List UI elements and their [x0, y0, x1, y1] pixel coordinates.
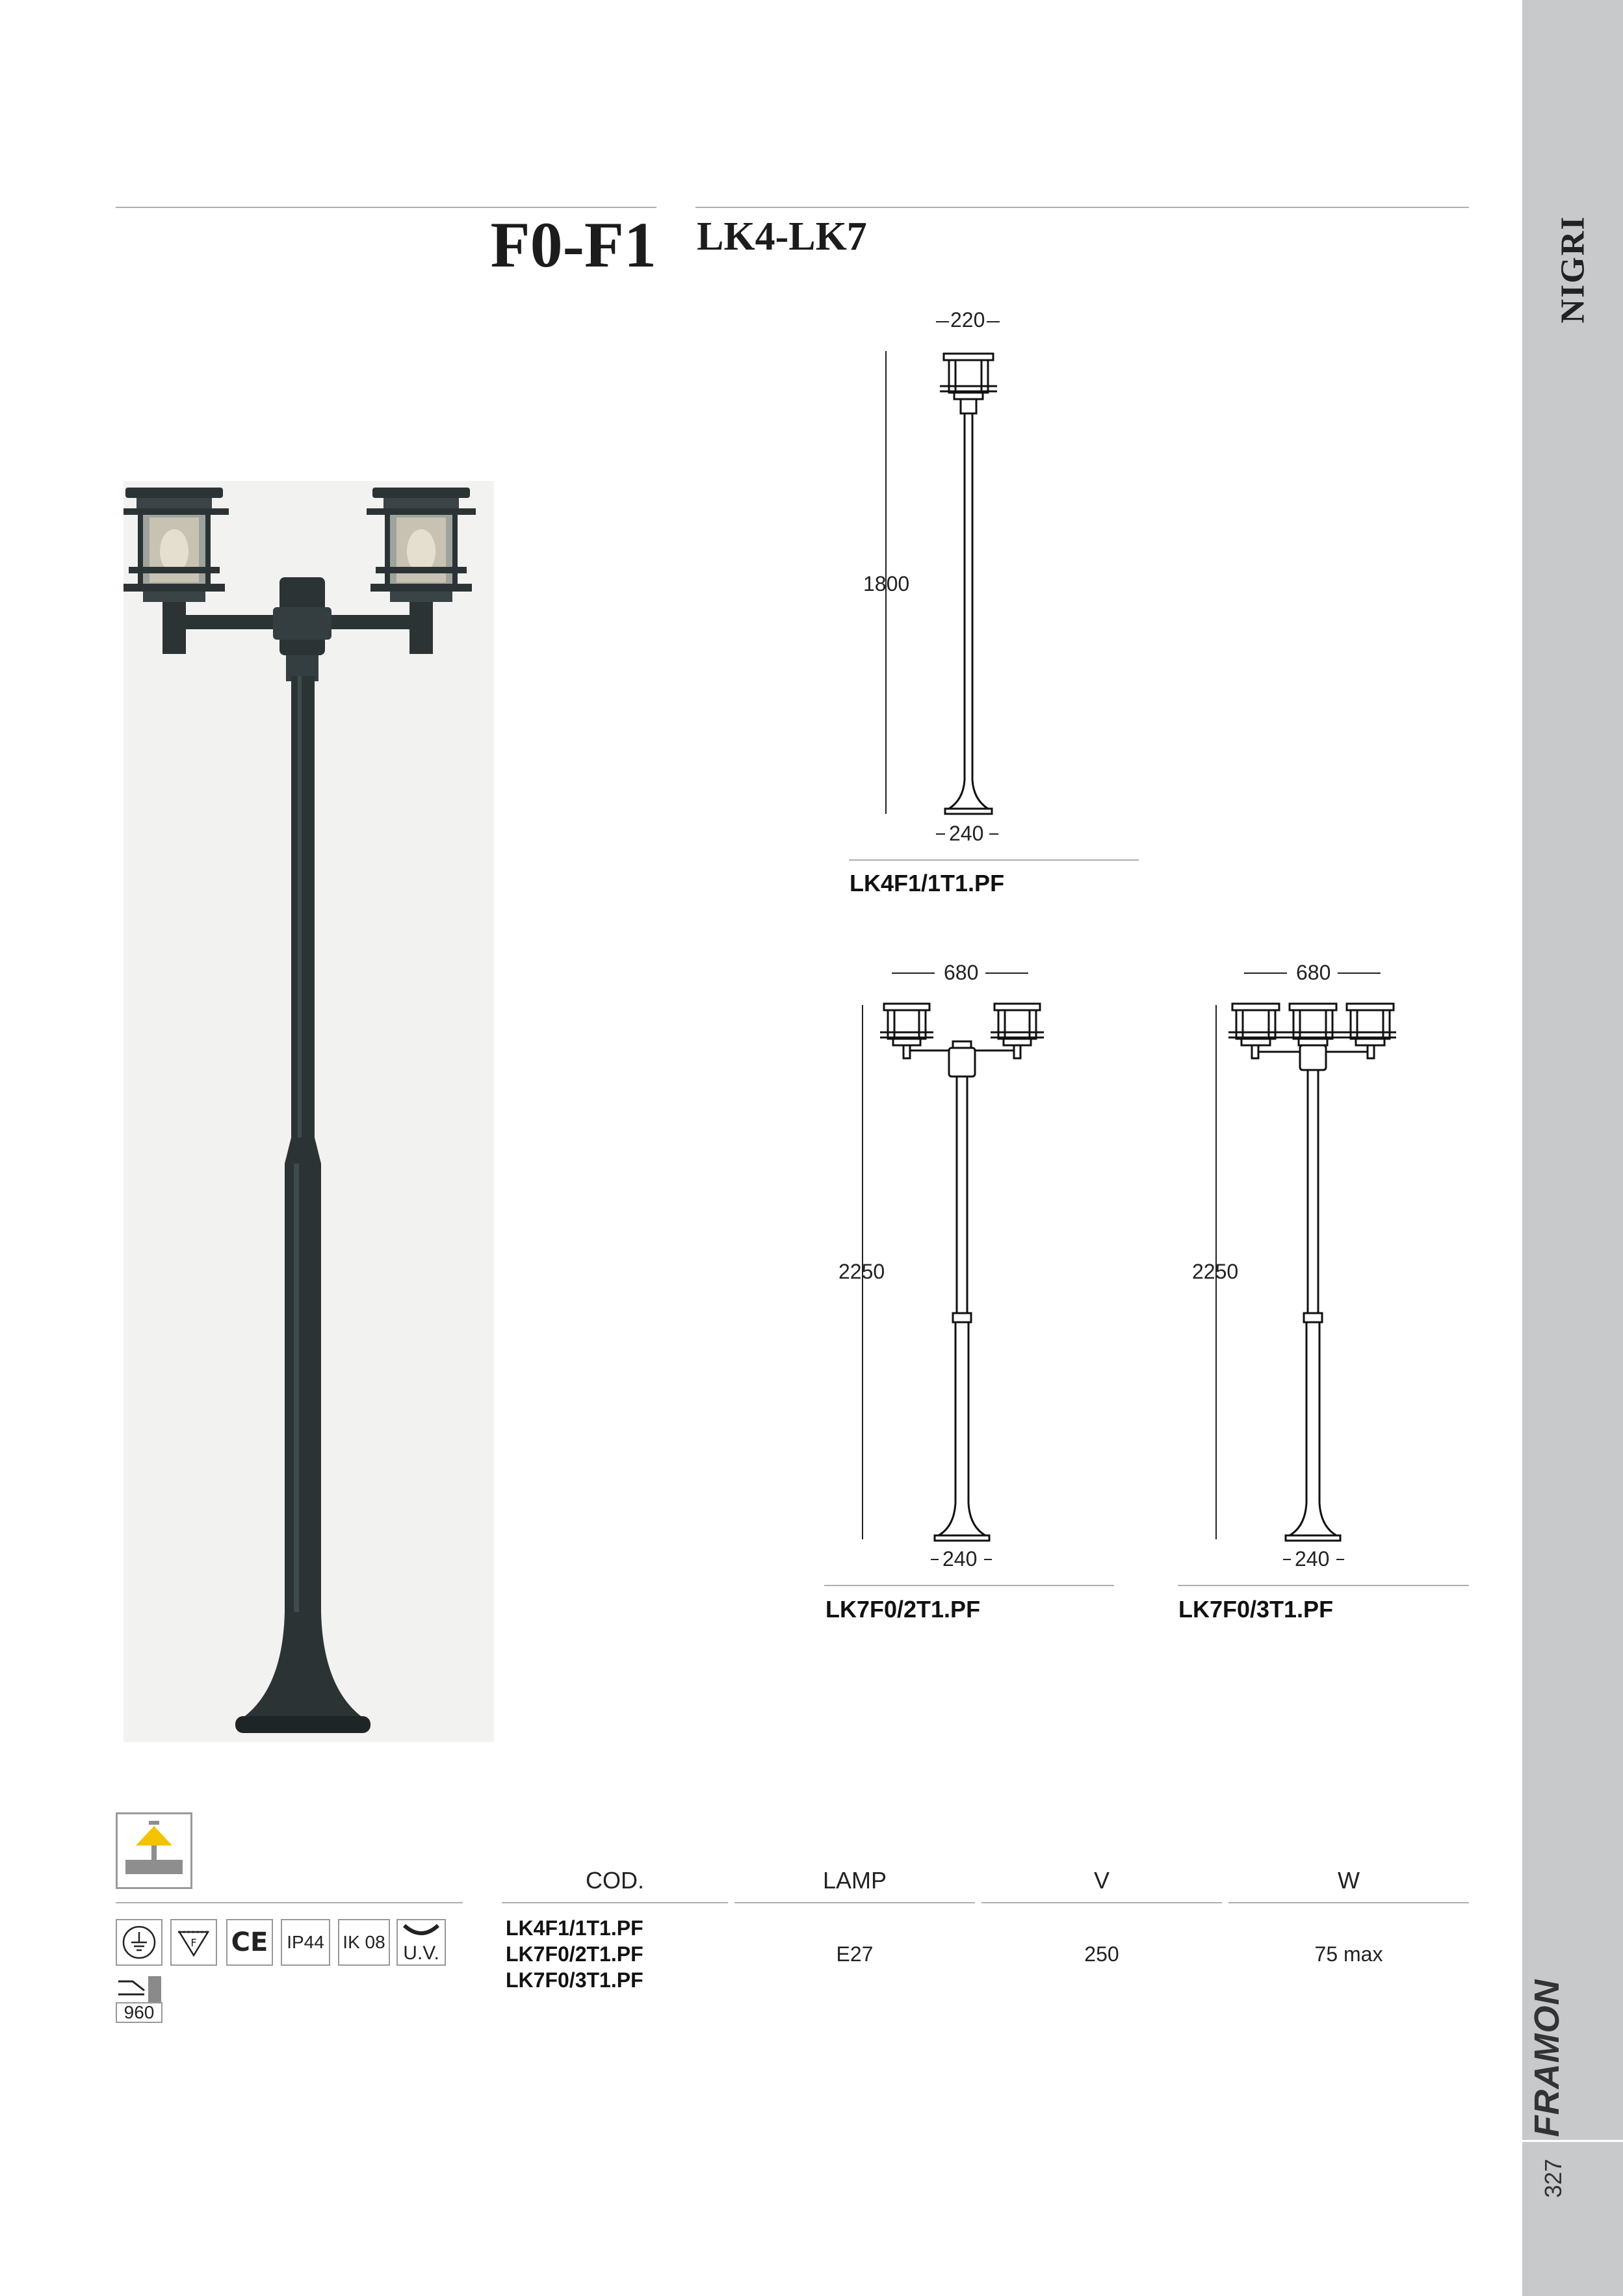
uv-label: U.V. [403, 1942, 439, 1964]
drawing-code: LK4F1/1T1.PF [850, 870, 1005, 896]
glow-wire-value: 960 [116, 2002, 162, 2023]
dim-line [987, 321, 1000, 322]
table-code-row: LK7F0/2T1.PF [506, 1942, 643, 1966]
framon-logo: FRAMON [1527, 1979, 1566, 2137]
dim-line [892, 972, 935, 974]
brand-label: NIGRI [1554, 215, 1592, 324]
dim-line [936, 833, 945, 835]
col-header-watt: W [1338, 1867, 1360, 1894]
glow-wire-icon [116, 1975, 162, 2022]
table-code-row: LK7F0/3T1.PF [506, 1968, 643, 1992]
sidebar [1522, 0, 1623, 2296]
lamp-drawing-triple [1228, 1001, 1397, 1547]
dim-line [989, 833, 998, 835]
col-header-lamp: LAMP [822, 1867, 887, 1894]
table-voltage-value: 250 [1084, 1942, 1119, 1966]
drawing-rule [849, 859, 1139, 861]
uv-resistant-icon [396, 1919, 446, 1966]
dim-base-width: 240 [942, 1547, 978, 1571]
ip-rating-badge: IP44 [281, 1919, 330, 1966]
dim-height: 2250 [1192, 1260, 1239, 1283]
dim-line [1244, 972, 1287, 974]
dim-line [984, 1559, 992, 1560]
header-rule-right [695, 207, 1469, 208]
earth-icon [116, 1919, 162, 1966]
table-codes [506, 1915, 643, 1993]
flammable-surface-icon [170, 1919, 217, 1966]
col-header-voltage: V [1093, 1867, 1110, 1894]
table-lamp-value: E27 [836, 1942, 874, 1966]
svg-text:F: F [190, 1937, 197, 1949]
series-title: LK4-LK7 [697, 215, 867, 259]
product-photo [123, 481, 494, 1742]
dim-line [936, 321, 949, 322]
table-rule [1228, 1902, 1469, 1903]
dim-top-width: 220 [950, 308, 985, 332]
dim-line [1338, 972, 1381, 974]
lamp-drawing-double [877, 1001, 1046, 1547]
dim-top-width: 680 [1296, 961, 1331, 984]
drawing-rule [1178, 1585, 1469, 1586]
installation-icon [116, 1812, 192, 1889]
dim-line [985, 972, 1028, 974]
dim-base-width: 240 [949, 822, 984, 845]
table-code-row: LK4F1/1T1.PF [506, 1916, 643, 1940]
table-rule [981, 1902, 1222, 1903]
dim-height: 2250 [838, 1260, 885, 1283]
header-rule-left [116, 207, 656, 208]
dim-line [931, 1559, 939, 1560]
dim-top-width: 680 [944, 961, 979, 984]
family-title: F0-F1 [490, 209, 656, 281]
ce-mark-icon: CE [226, 1919, 273, 1966]
dim-line [1336, 1559, 1344, 1560]
ik-rating-badge: IK 08 [338, 1919, 390, 1966]
dim-height: 1800 [863, 572, 910, 595]
table-watt-value: 75 max [1314, 1942, 1383, 1966]
dim-base-width: 240 [1295, 1547, 1330, 1571]
table-rule [502, 1902, 728, 1903]
icons-rule [116, 1902, 463, 1903]
col-header-code: COD. [586, 1867, 644, 1894]
dim-line [1283, 1559, 1291, 1560]
table-rule [734, 1902, 975, 1903]
drawing-code: LK7F0/3T1.PF [1178, 1596, 1334, 1623]
drawing-rule [824, 1585, 1114, 1586]
drawing-code: LK7F0/2T1.PF [825, 1596, 981, 1623]
lamp-drawing-single [936, 351, 1001, 819]
page-number: 327 [1540, 2158, 1566, 2198]
